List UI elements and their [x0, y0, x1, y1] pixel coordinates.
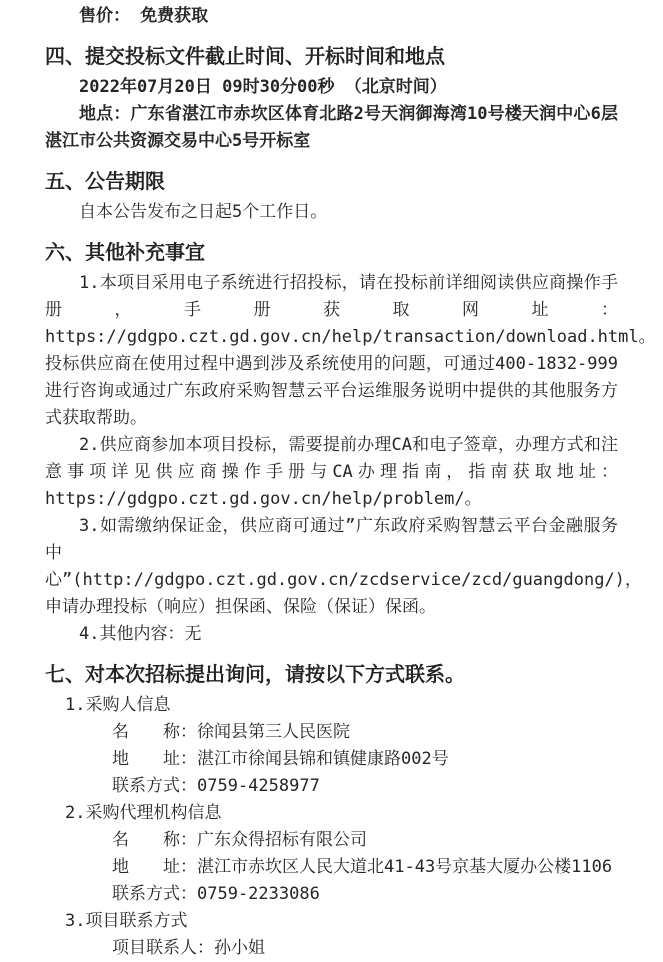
agency-info-title: 2.采购代理机构信息 [65, 803, 222, 823]
section-4-datetime: 2022年07月20日 09时30分00秒 （北京时间） [79, 77, 447, 97]
agency-info-group [45, 800, 618, 908]
section-6-item-3: 3.如需缴纳保证金，供应商可通过”广东政府采购智慧云平台金融服务中心”(http://gdgpo.czt.gd.gov.cn/zcdservice/zcd/guangdong/)，申请办理投标（响应）担保函、保险（保证）保函。 [45, 516, 642, 617]
agency-name: 名 称：广东众得招标有限公司 [112, 830, 367, 850]
section-6-item-4: 4.其他内容：无 [79, 624, 202, 644]
section-5-paragraph: 自本公告发布之日起5个工作日。 [79, 202, 328, 222]
section-5-heading: 五、公告期限 [45, 169, 165, 193]
purchaser-info-title: 1.采购人信息 [65, 695, 171, 715]
price-value: 免费获取 [140, 6, 209, 26]
section-6-item-1: 1.本项目采用电子系统进行招投标，请在投标前详细阅读供应商操作手册，手册获取网址：https://gdgpo.czt.gd.gov.cn/help/transaction/download.html。投标供应商在使用过程中遇到涉及系统使用的问题，可通过400-1832-999进行咨询或通过广东政府采购智慧云平台运维服务说明中提供的其他服务方式获取帮助。 [45, 273, 656, 428]
agency-phone: 联系方式：0759-2233086 [112, 884, 320, 904]
section-4-location: 地点：广东省湛江市赤坎区体育北路2号天润御海湾10号楼天润中心6层湛江市公共资源交易中心5号开标室 [45, 104, 618, 151]
purchaser-phone: 联系方式：0759-4258977 [112, 776, 320, 796]
purchaser-address: 地 址：湛江市徐闻县锦和镇健康路002号 [112, 749, 449, 769]
section-4-heading: 四、提交投标文件截止时间、开标时间和地点 [45, 44, 445, 68]
price-label: 售价： [79, 6, 130, 26]
project-contact-title: 3.项目联系方式 [65, 911, 188, 931]
purchaser-name: 名 称：徐闻县第三人民医院 [112, 722, 350, 742]
purchaser-info-group [45, 692, 618, 800]
project-contact-person: 项目联系人：孙小姐 [112, 938, 265, 958]
project-contact-group [45, 908, 618, 962]
section-7-heading: 七、对本次招标提出询问，请按以下方式联系。 [45, 662, 465, 686]
price-line [45, 3, 618, 30]
section-6-item-2: 2.供应商参加本项目投标，需要提前办理CA和电子签章，办理方式和注意事项详见供应商操作手册与CA办理指南，指南获取地址：https://gdgpo.czt.gd.gov.cn/help/problem/。 [45, 435, 618, 509]
agency-address: 地 址：湛江市赤坎区人民大道北41-43号京基大厦办公楼1106 [112, 857, 613, 877]
section-6-heading: 六、其他补充事宜 [45, 240, 205, 264]
